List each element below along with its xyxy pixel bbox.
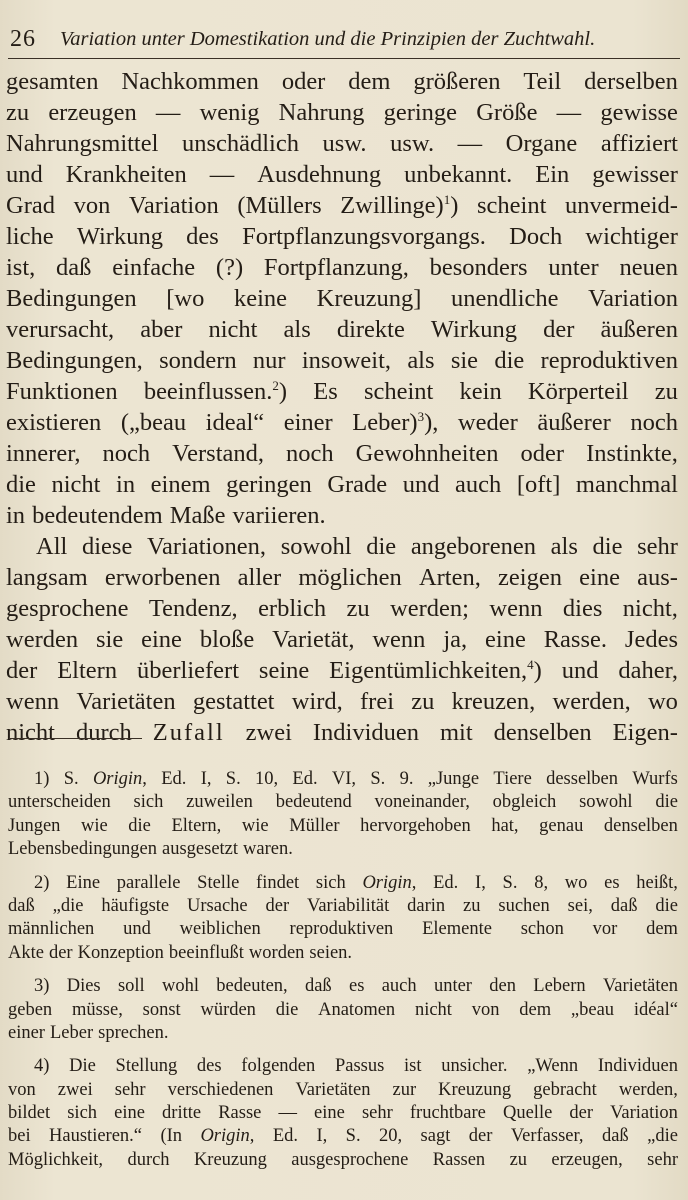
body-line: existieren („beau ideal“ einer Leber)$^3$), weder äußerer noch bbox=[6, 409, 678, 436]
footnote-1 bbox=[8, 768, 678, 862]
page-number: 26 bbox=[10, 26, 36, 52]
body-line: in bedeutendem Maße variieren. bbox=[6, 502, 326, 529]
footnote-3 bbox=[8, 975, 678, 1045]
footnote-line: daß „die häufigste Ursache der Variabilität darin zu suchen sei, daß die bbox=[8, 895, 678, 916]
body-line: Nahrungsmittel unschädlich usw. usw. — Organe affiziert bbox=[6, 130, 678, 157]
footnote-line: 1) S. Origin, Ed. I, S. 10, Ed. VI, S. 9. „Junge Tiere desselben Wurfs bbox=[34, 769, 678, 789]
footnote-line: von zwei sehr verschiedenen Varietäten zur Kreuzung gebracht werden, bbox=[8, 1079, 678, 1100]
body-line: der Eltern überliefert seine Eigentümlichkeiten,$^4$) und daher, bbox=[6, 657, 678, 684]
footnote-line: Jungen wie die Eltern, wie Müller hervorgehoben hat, genau denselben bbox=[8, 815, 678, 836]
body-line: Bedingungen, sondern nur insoweit, als sie die reproduktiven bbox=[6, 347, 678, 374]
footnote-line: männlichen und weiblichen reproduktiven Elemente schon vor dem bbox=[8, 919, 678, 940]
body-line: All diese Variationen, sowohl die angeborenen als die sehr bbox=[36, 533, 678, 560]
body-line: Bedingungen [wo keine Kreuzung] unendliche Variation bbox=[6, 285, 678, 312]
running-head bbox=[8, 22, 680, 59]
footnote-line: Akte der Konzeption beeinflußt worden seien. bbox=[8, 942, 353, 963]
body-line: ist, daß einfache (?) Fortpflanzung, besonders unter neuen bbox=[6, 254, 678, 281]
body-text bbox=[6, 66, 678, 748]
body-line: zu erzeugen — wenig Nahrung geringe Größe — gewisse bbox=[6, 99, 678, 126]
body-line: innerer, noch Verstand, noch Gewohnheiten oder Instinkte, bbox=[6, 440, 678, 467]
footnotes bbox=[8, 768, 678, 1172]
footnote-line: einer Leber sprechen. bbox=[8, 1022, 169, 1043]
body-line: Grad von Variation (Müllers Zwillinge)$^1$) scheint unvermeid- bbox=[6, 192, 678, 219]
footnote-line: Möglichkeit, durch Kreuzung ausgesprochene Rassen zu erzeugen, sehr bbox=[8, 1149, 678, 1170]
body-line: die nicht in einem geringen Grade und auch [oft] manchmal bbox=[6, 471, 678, 498]
body-line: verursacht, aber nicht als direkte Wirkung der äußeren bbox=[6, 316, 678, 343]
footnote-2 bbox=[8, 872, 678, 966]
body-line: wenn Varietäten gestattet wird, frei zu kreuzen, werden, wo bbox=[6, 688, 678, 715]
body-line: liche Wirkung des Fortpflanzungsvorgangs. Doch wichtiger bbox=[6, 223, 678, 250]
body-line: langsam erworbenen aller möglichen Arten, zeigen eine aus- bbox=[6, 564, 678, 591]
running-title: Variation unter Domestikation und die Prinzipien der Zuchtwahl. bbox=[60, 28, 596, 50]
body-line: Funktionen beeinflussen.$^2$) Es scheint kein Körperteil zu bbox=[6, 378, 678, 405]
footnote-line: Lebensbedingungen ausgesetzt waren. bbox=[8, 839, 293, 860]
body-line: gesamten Nachkommen oder dem größeren Teil derselben bbox=[6, 68, 678, 95]
footnote-line: 4) Die Stellung des folgenden Passus ist unsicher. „Wenn Individuen bbox=[34, 1056, 678, 1077]
footnote-line: 2) Eine parallele Stelle findet sich Origin, Ed. I, S. 8, wo es heißt, bbox=[34, 872, 678, 893]
footnote-line: bildet sich eine dritte Rasse — eine sehr fruchtbare Quelle der Variation bbox=[8, 1103, 678, 1124]
footnote-line: geben müsse, sonst würden die Anatomen nicht von dem „beau idéal“ bbox=[8, 999, 678, 1020]
footnote-line: 3) Dies soll wohl bedeuten, daß es auch unter den Lebern Varietäten bbox=[34, 976, 678, 997]
footnote-divider bbox=[10, 738, 142, 739]
body-line: und Krankheiten — Ausdehnung unbekannt. Ein gewisser bbox=[6, 161, 678, 188]
footnote-4 bbox=[8, 1055, 678, 1172]
body-line: gesprochene Tendenz, erblich zu werden; wenn dies nicht, bbox=[6, 595, 678, 622]
body-line: werden sie eine bloße Varietät, wenn ja, eine Rasse. Jedes bbox=[6, 626, 678, 653]
footnote-line: bei Haustieren.“ (In Origin, Ed. I, S. 20, sagt der Verfasser, daß „die bbox=[8, 1126, 678, 1147]
footnote-line: unterscheiden sich zuweilen bedeutend voneinander, obgleich sowohl die bbox=[8, 792, 678, 813]
body-line: nicht durch Zufall zwei Individuen mit denselben Eigen- bbox=[6, 719, 678, 746]
